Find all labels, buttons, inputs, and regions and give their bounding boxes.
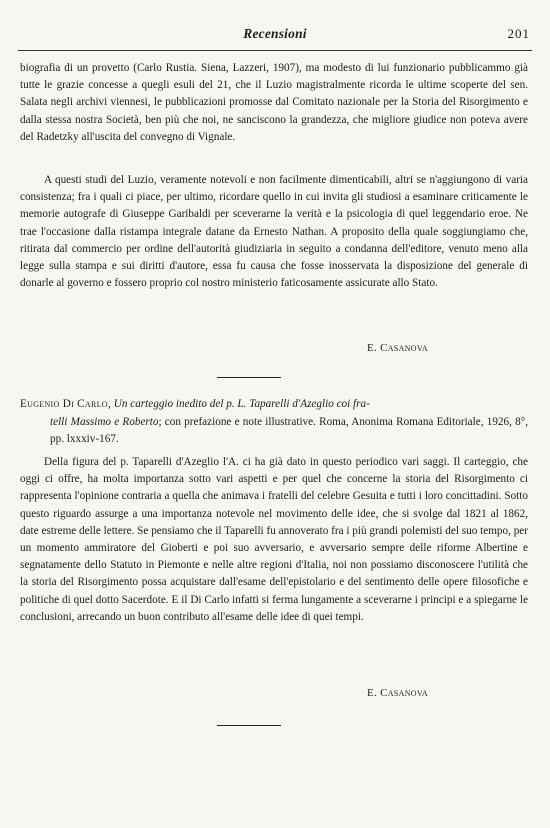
review1-paragraph1: biografia di un provetto (Carlo Rustia. Siena, Lazzeri, 1907), ma modesto di lui funzionario pubblicammo già tutte le grazie concesse a quegli esuli del 21, che il Luzio magistralmente ricorda le ultime scoperte del sen. Salata negli archivi viennesi, le pubblicazioni promosse dal Comitato nazionale per la Storia del Risorgimento e dalla stessa nostra Società, ben più che noi, ne sanciscono la grandezza, che migliore giudice non poteva avere del Radetzky all'uscita del convegno di Vignale.: [20, 62, 528, 143]
running-header: [18, 24, 532, 51]
review2-entry-continuation: [20, 414, 528, 449]
review2-publication: ; con prefazione e note illustrative. Roma, Anonima Romana Editoriale, 1926, 8°, pp. lxxxiv-167.: [50, 415, 528, 446]
running-title: Recensioni: [243, 26, 307, 41]
review2-paragraph1: Della figura del p. Taparelli d'Azeglio l'A. ci ha già dato in questo periodico vari saggi. Il carteggio, che oggi ci offre, ha molta importanza sotto vari aspetti e per quel che concerne la storia del Risorgimento ci rappresenta l'opinione contraria a quella che animava i fratelli del celebre Gesuita e tutti i loro concittadini. Sotto questo riguardo assurge a una importanza notevole nel movimento delle idee, che si svolge dal 1821 al 1862, date estreme delle lettere. Se pensiamo che il Taparelli fu annoverato fra i più grandi polemisti del suo tempo, per un momento ammiratore del Gioberti e poi suo avversario, e avversario sempre delle riforme Albertine e segnatamente dello Statuto in Piemonte e nelle altre regioni d'Italia, noi non possiamo disconoscere l'utilità che la storia del Risorgimento possa acquistare dall'esame dell'epistolario e del sentimento delle opere filosofiche e politiche di quel dotto Sacerdote. E il Di Carlo infatti si ferma lungamente a sceverarne i principi e a spiegarne le conclusioni, arrecando un buon contributo all'esame delle idee di quei tempi.: [20, 456, 528, 623]
review2-paragraph1-block: [20, 454, 528, 626]
review2-title-first: Un carteggio inedito del p. L. Taparelli d'Azeglio coi fra-: [113, 398, 370, 410]
review1-paragraph2-block: [20, 172, 528, 292]
review1-signature: E. Casanova: [367, 342, 428, 354]
section-divider-bottom: [217, 725, 281, 726]
review2-bibliographic-entry: [20, 396, 528, 449]
page-number: 201: [507, 26, 530, 41]
section-divider: [217, 377, 281, 378]
review1-paragraph1-block: [20, 60, 528, 146]
review2-author: Eugenio Di Carlo,: [20, 398, 111, 410]
review2-title-second: telli Massimo e Roberto: [50, 415, 159, 428]
review2-signature: E. Casanova: [367, 687, 428, 699]
review1-paragraph2: A questi studi del Luzio, veramente notevoli e non facilmente dimenticabili, altri se n'aggiungono di varia consistenza; fra i quali ci piace, per ultimo, ricordare quello in cui invita gli studiosi a esaminare criticamente le memorie autografe di Giuseppe Garibaldi per sceverarne la verità e la psicologia di quel leggendario eroe. Ne trae l'occasione dalla ristampa integrale datane da Ernesto Nathan. A proposito della quale soggiungiamo che, ritirata dal commercio per ordine dell'autorità giudiziaria in seguito a condanna dell'editore, venuto meno alla legge sulla stampa e sui diritti d'autore, essa fu causa che fosse inosservata la disposizione del generale di donarle al governo e fossero proprio col nostro ministerio faticosamente assicurate allo Stato.: [20, 174, 528, 290]
